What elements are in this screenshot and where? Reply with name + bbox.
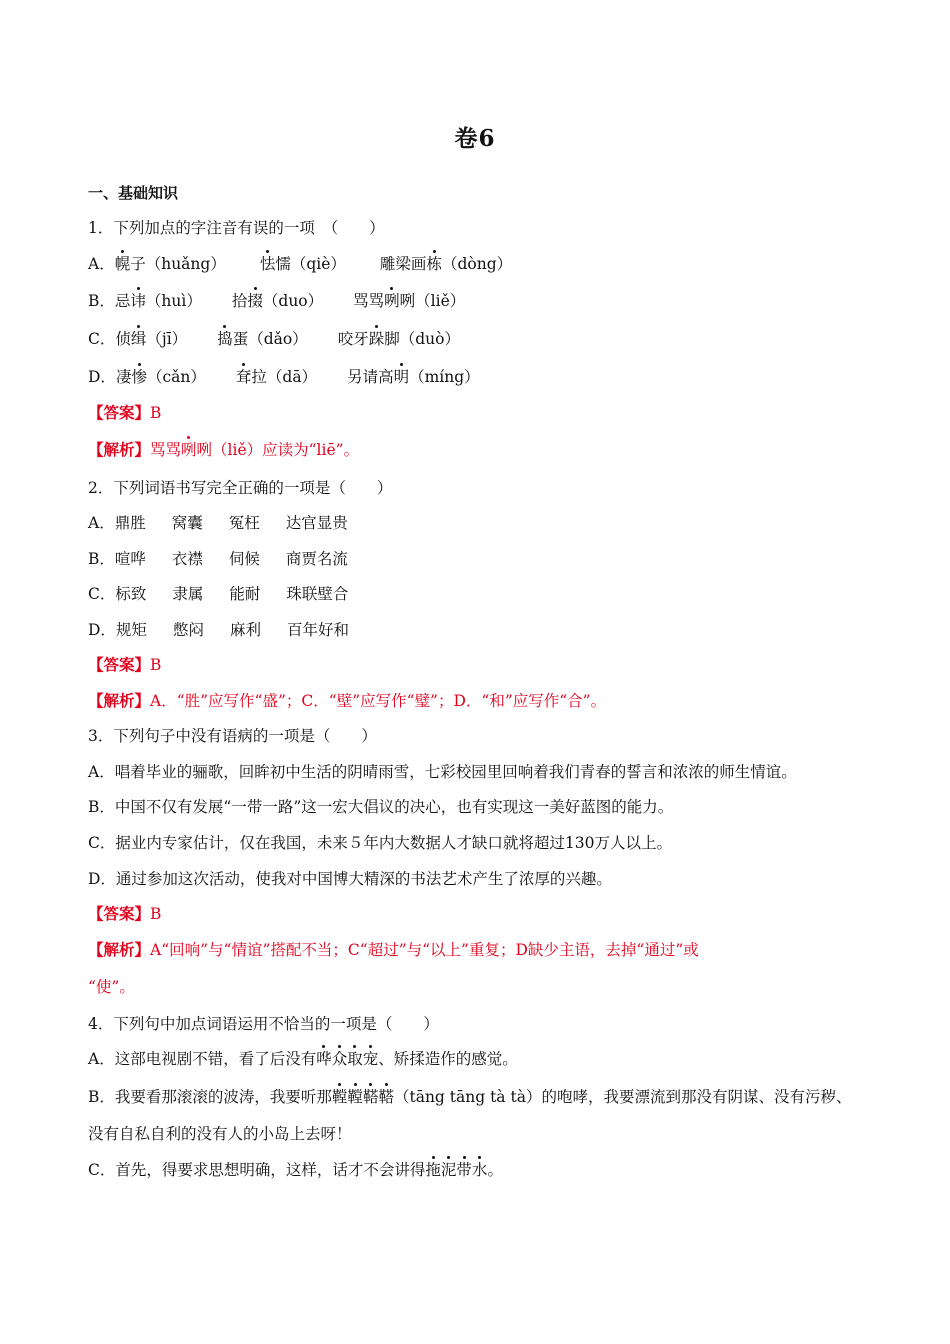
q2-option-d: D．规矩 憋闷 麻利 百年好和 bbox=[88, 621, 349, 639]
emphasis-dot-char: 明 bbox=[393, 368, 410, 386]
emphasis-dot-char: 幌 bbox=[114, 255, 131, 273]
emphasis-dot-char: 咧 bbox=[181, 441, 197, 459]
q2-answer: 【答案】B bbox=[88, 655, 162, 674]
emphasis-dot-char: 捣 bbox=[217, 330, 233, 348]
q3-analysis: 【解析】A“回响”与“情谊”搭配不当；C“超过”与“以上”重复；D缺少主语，去掉“通过”或 bbox=[88, 940, 699, 959]
q4-option-a: A．这部电视剧不错，看了后没有哗众取宠、矫揉造作的感觉。 bbox=[88, 1050, 518, 1068]
q3-answer: 【答案】B bbox=[88, 904, 162, 923]
q3-analysis-continued: “使”。 bbox=[88, 978, 135, 996]
q4-option-b-continued: 没有自私自利的没有人的小岛上去呀！ bbox=[88, 1125, 352, 1143]
emphasis-dot-char: 怯 bbox=[259, 255, 276, 273]
q2-stem: 2．下列词语书写完全正确的一项是（ ） bbox=[88, 479, 393, 497]
dotted-phrase: 鞺鞺鞳鞳 bbox=[331, 1088, 394, 1106]
emphasis-dot-char: 耷 bbox=[235, 368, 252, 386]
emphasis-dot-char: 惨 bbox=[131, 368, 147, 386]
emphasis-dot-char: 栋 bbox=[426, 255, 442, 273]
q1-stem: 1．下列加点的字注音有误的一项 （ ） bbox=[88, 219, 385, 237]
q4-stem: 4．下列句中加点词语运用不恰当的一项是（ ） bbox=[88, 1015, 439, 1033]
q1-option-a: A．幌子（huǎng） 怯懦（qiè） 雕梁画栋（dòng） bbox=[88, 255, 513, 273]
emphasis-dot-char: 讳 bbox=[130, 292, 146, 310]
dotted-phrase: 哗众取宠 bbox=[316, 1050, 379, 1068]
q1-analysis: 【解析】骂骂咧咧（liě）应读为“liē”。 bbox=[88, 440, 360, 459]
q2-option-b: B．喧哗 衣襟 伺候 商贾名流 bbox=[88, 550, 348, 568]
q3-stem: 3．下列句子中没有语病的一项是（ ） bbox=[88, 727, 377, 745]
q1-option-c: C．侦缉（jī） 捣蛋（dǎo） 咬牙跺脚（duò） bbox=[88, 330, 460, 348]
q3-option-a: A．唱着毕业的骊歌，回眸初中生活的阴晴雨雪，七彩校园里回响着我们青春的誓言和浓浓的师生情谊。 bbox=[88, 763, 797, 781]
emphasis-dot-char: 咧 bbox=[384, 292, 400, 310]
emphasis-dot-char: 缉 bbox=[130, 330, 147, 348]
q1-option-d: D．凄惨（cǎn） 耷拉（dā） 另请高明（míng） bbox=[88, 368, 480, 386]
emphasis-dot-char: 跺 bbox=[368, 330, 385, 348]
q1-option-b: B．忌讳（huì） 拾掇（duo） 骂骂咧咧（liě） bbox=[88, 292, 466, 310]
q3-option-c: C．据业内专家估计，仅在我国，未来５年内大数据人才缺口就将超过130万人以上。 bbox=[88, 834, 672, 852]
q4-option-c: C．首先，得要求思想明确，这样，话才不会讲得拖泥带水。 bbox=[88, 1161, 503, 1179]
q4-option-b: B．我要看那滚滚的波涛，我要听那鞺鞺鞳鞳（tāng tāng tà tà）的咆哮，我要漂流到那没有阴谋、没有污秽、 bbox=[88, 1088, 852, 1106]
q1-answer: 【答案】B bbox=[88, 403, 162, 422]
page-title: 卷6 bbox=[454, 125, 496, 152]
q2-analysis: 【解析】A．“胜”应写作“盛”；C．“壁”应写作“璧”；D．“和”应写作“合”。 bbox=[88, 691, 607, 710]
dotted-phrase: 拖泥带水 bbox=[425, 1161, 488, 1179]
q2-option-a: A．鼎胜 窝囊 冤枉 达官显贵 bbox=[88, 514, 348, 532]
q3-option-b: B．中国不仅有发展“一带一路”这一宏大倡议的决心，也有实现这一美好蓝图的能力。 bbox=[88, 798, 674, 816]
emphasis-dot-char: 掇 bbox=[247, 292, 263, 310]
section-heading: 一、基础知识 bbox=[88, 184, 179, 202]
q3-option-d: D．通过参加这次活动，使我对中国博大精深的书法艺术产生了浓厚的兴趣。 bbox=[88, 870, 612, 888]
q2-option-c: C．标致 隶属 能耐 珠联壁合 bbox=[88, 585, 349, 603]
